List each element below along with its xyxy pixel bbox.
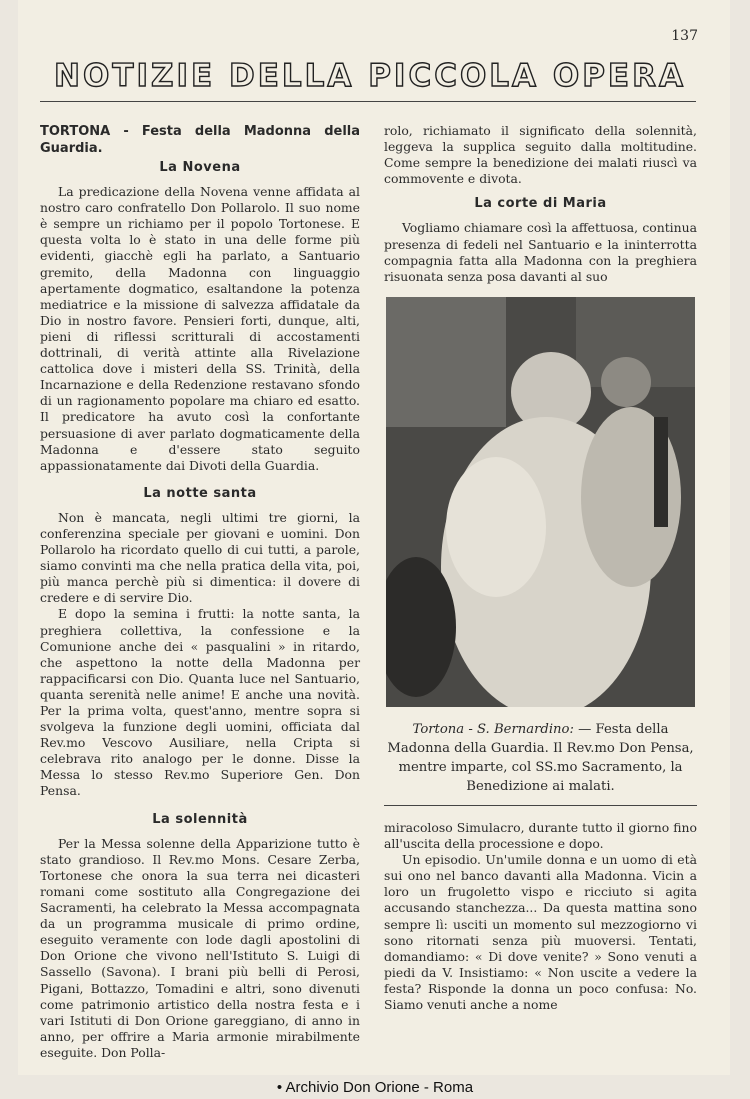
photo-caption xyxy=(384,720,697,796)
novena-text: La predicazione della Novena venne affidata al nostro caro confratello Don Pollarolo. Il suo nome è sempre un richiamo per il popolo Tortonese. E questa volta lo è stato in una delle forme più evidenti, giacchè egli ha parlato, a Santuario gremito, della Madonna con linguaggio apertamente dogmatico, esaltandone la potenza mediatrice e la missione di salvezza affidatale da Dio in nostro favore. Pensieri forti, dunque, alti, pieni di riflessi scritturali di accostamenti dottrinali, di verità attinte alla Rivelazione cattolica dove i misteri della SS. Trinità, della Incarnazione e della Redenzione restavano sfondo di un ragionamento popolare ma chiaro ed esatto. Il predicatore ha avuto così la confortante persuasione di aver parlato dogmaticamente della Madonna e d'essere stato seguito appassionatamente dai Divoti della Guardia. xyxy=(40,184,360,473)
solennita-continuation: rolo, richiamato il significato della solennità, leggeva la supplica seguito dalla moltitudine. Come sempre la benedizione dei malati riuscì va commovente e divota. xyxy=(384,123,697,187)
right-column-top xyxy=(384,123,697,285)
masthead: NOTIZIE DELLA PICCOLA OPERA xyxy=(54,58,686,94)
right-column-bottom xyxy=(384,820,697,1013)
archive-footer: • Archivio Don Orione - Roma xyxy=(276,1079,474,1096)
article-title: TORTONA - Festa della Madonna della Guardia. xyxy=(40,124,360,156)
caption-place: Tortona - S. Bernardino: xyxy=(412,722,574,737)
photo-illustration xyxy=(386,297,695,707)
masthead-rule xyxy=(40,101,696,102)
page-number: 137 xyxy=(671,28,698,44)
heading-notte: La notte santa xyxy=(143,485,257,501)
notte-text-2: E dopo la semina i frutti: la notte santa, la preghiera collettiva, la confessione e la Comunione anche dei « pasqualini » in ritardo, che aspettono la notte della Madonna per rappacificarsi con Dio. Quanta luce nel Santuario, quanta serenità nelle anime! E anche una novità. Per la prima volta, quest'anno, mentre sopra si svolgeva la funzione degli uomini, officiata dal Rev.mo Vescovo Ausiliare, nella Cripta si celebrava rito analogo per le donne. Disse la Messa lo stesso Rev.mo Superiore Gen. Don Pensa. xyxy=(40,606,360,799)
heading-corte: La corte di Maria xyxy=(474,196,607,212)
corte-text: Vogliamo chiamare così la affettuosa, continua presenza di fedeli nel Santuario e la ininterrotta compagnia fatta alla Madonna con la preghiera risuonata senza posa davanti al suo xyxy=(384,220,697,284)
corte-continuation: miracoloso Simulacro, durante tutto il giorno fino all'uscita della processione e dopo. xyxy=(384,820,697,852)
footer-text: Archivio Don Orione - Roma xyxy=(285,1079,474,1096)
left-column xyxy=(40,123,360,1061)
caption-rule xyxy=(384,805,697,806)
heading-solennita: La solennità xyxy=(152,811,248,827)
heading-novena: La Novena xyxy=(159,160,241,175)
notte-text-1: Non è mancata, negli ultimi tre giorni, la conferenzina speciale per giovani e uomini. Don Pollarolo ha ricordato quello di cui tutti, a parole, siamo convinti ma che nella pratica della vita, poi, più manca perchè più si dimentica: il dovere di credere e di servire Dio. xyxy=(40,509,360,606)
caption-text: — Festa della Madonna della Guardia. Il Rev.mo Don Pensa, mentre imparte, col SS.mo Sacramento, la Benedizione ai malati. xyxy=(387,722,694,794)
photo-benediction xyxy=(386,297,695,707)
solennita-text: Per la Messa solenne della Apparizione tutto è stato grandioso. Il Rev.mo Mons. Cesare Zerba, Tortonese che onora la sua terra nei dicasteri romani come sostituto alla Congregazione dei Sacramenti, ha celebrato la Messa accompagnata da un programma musicale di primo ordine, eseguito veramente con lode dagli apostolini di Don Orione che vivono nell'Istituto S. Luigi di Sassello (Savona). I brani più belli di Perosi, Pigani, Bottazzo, Tomadini e altri, sono divenuti come patrimonio artistico della nostra festa e i vari Istituti di Don Orione gareggiano, di anno in anno, per offrire a Maria armonie mirabilmente eseguite. Don Polla- xyxy=(40,835,360,1060)
corte-episode: Un episodio. Un'umile donna e un uomo di età sui ono nel banco davanti alla Madonna. Vicin a loro un frugoletto vispo e ricciuto si agita accusando stanchezza... Da questa mattina sono sempre lì: usciti un momento sul mezzogiorno vi sono ritornati senza più muoversi. Tentati, domandiamo: « Di dove venite? » Sono venuti a piedi da V. Insistiamo: « Non uscite a vedere la festa? Risponde la donna un poco confusa: No. Siamo venuti anche a nome xyxy=(384,852,697,1013)
